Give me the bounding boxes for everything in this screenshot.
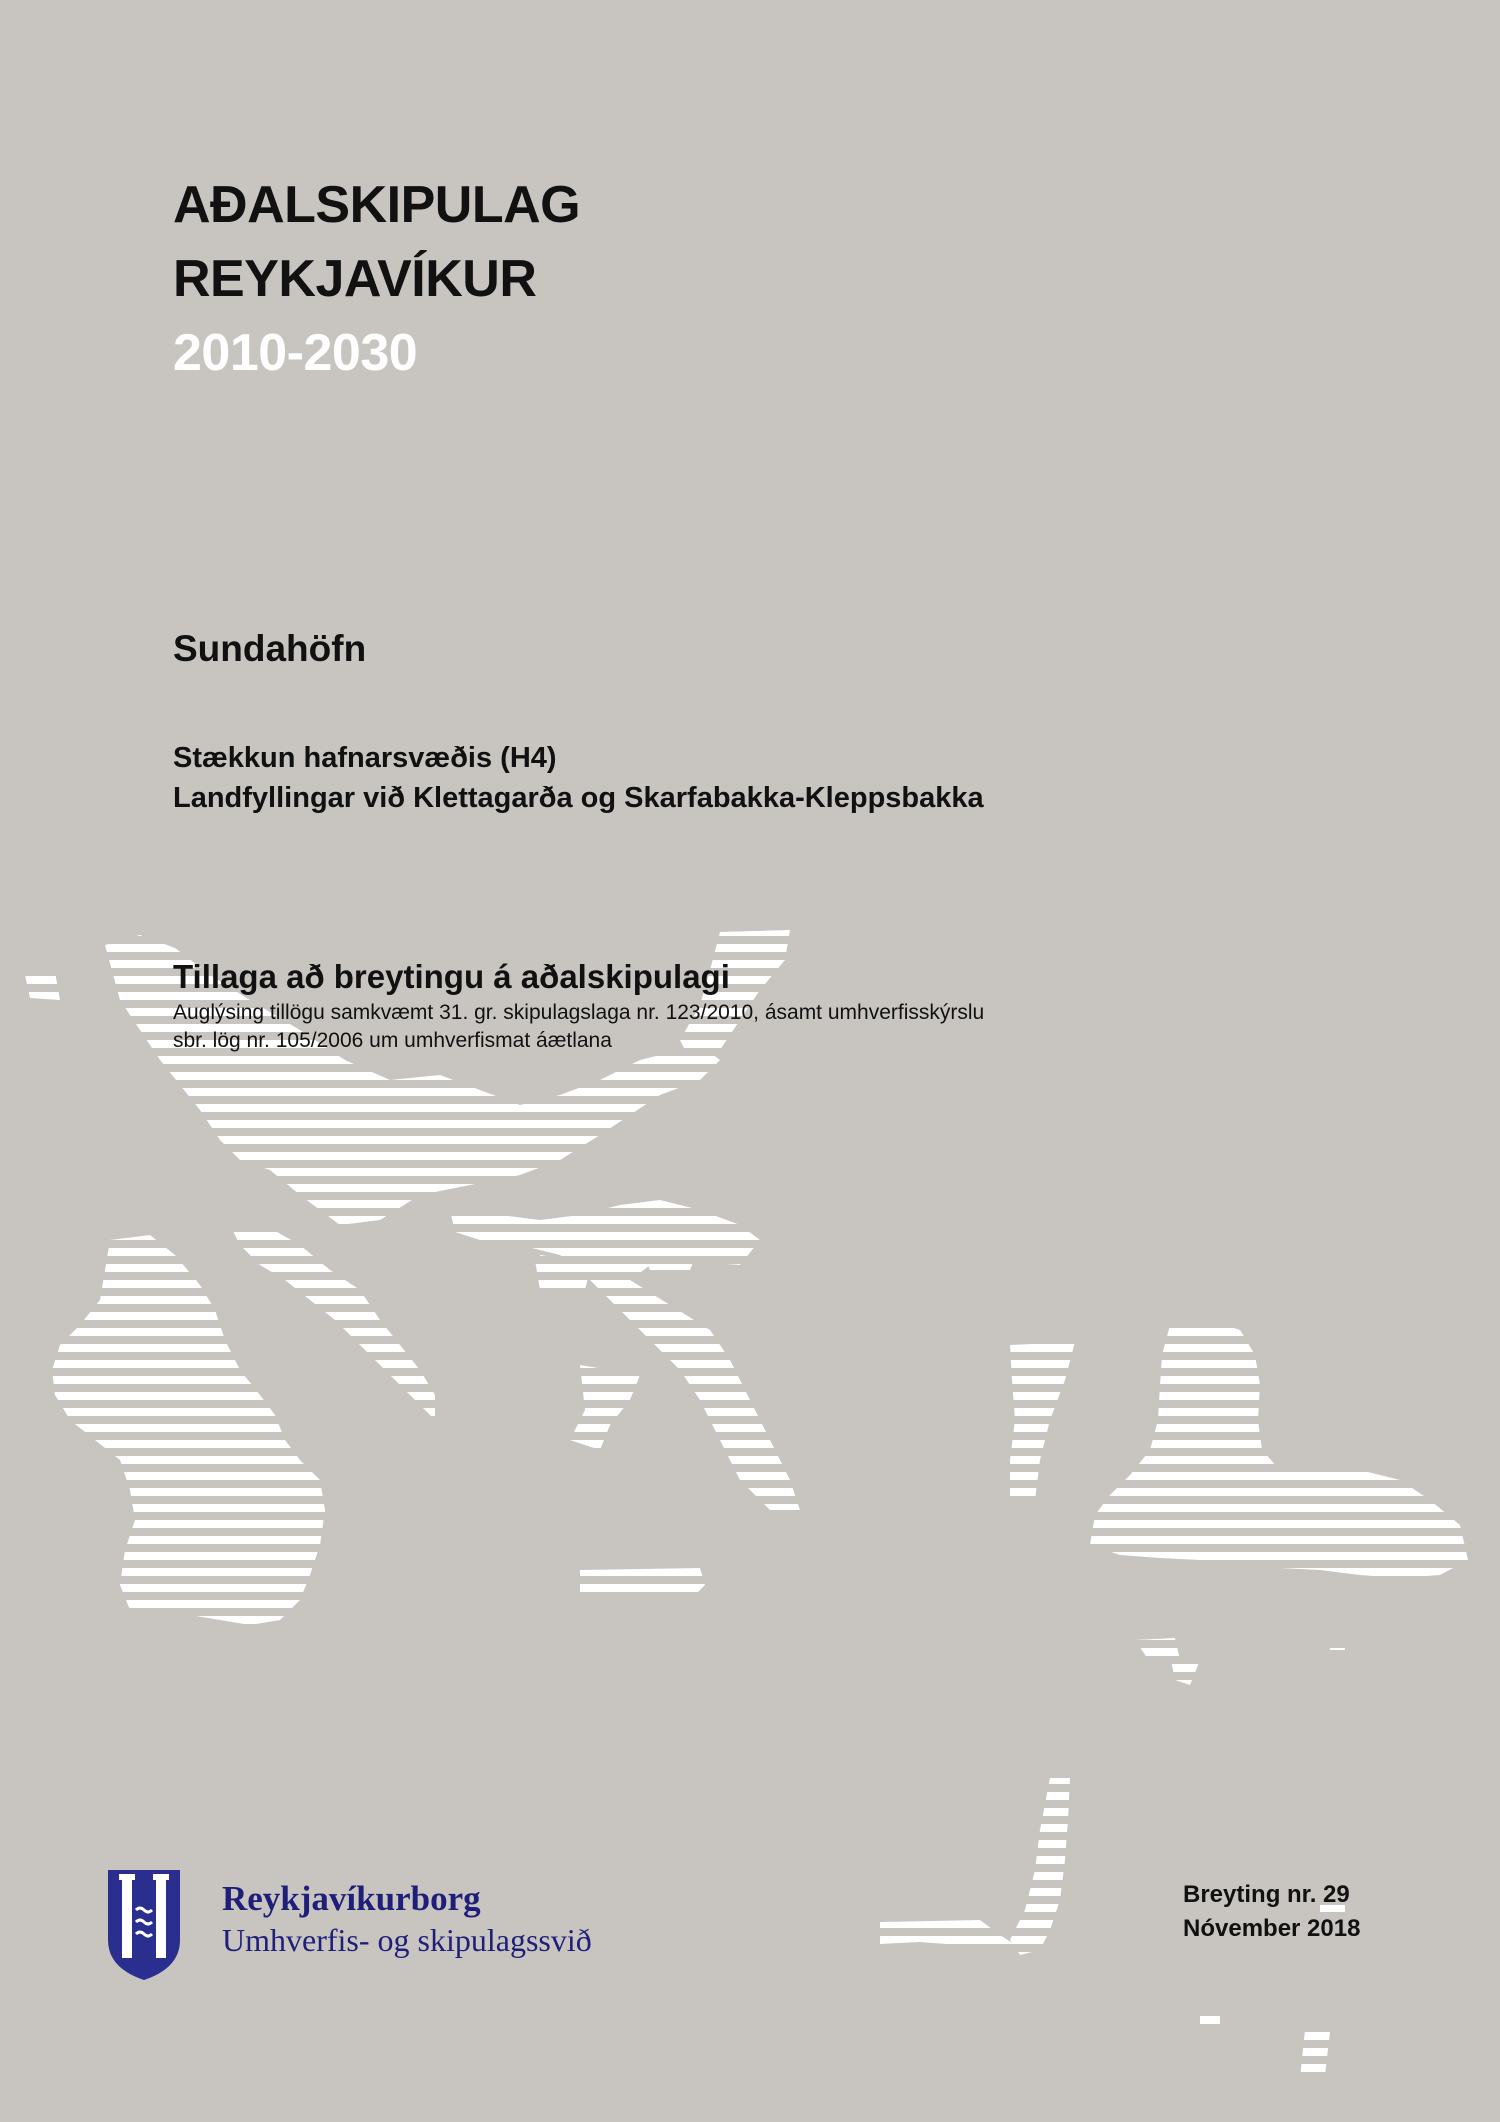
proposal-desc-line1: Auglýsing tillögu samkvæmt 31. gr. skipulagslaga nr. 123/2010, ásamt umhverfisskýrslu xyxy=(173,1001,985,1024)
plan-years: 2010-2030 xyxy=(173,324,418,382)
subtitle-line2: Landfyllingar við Klettagarða og Skarfabakka-Kleppsbakka xyxy=(173,782,984,814)
subtitles xyxy=(173,738,984,818)
plan-title xyxy=(173,168,580,390)
plan-title-line1: AÐALSKIPULAG xyxy=(173,176,581,234)
plan-title-line2: REYKJAVÍKUR xyxy=(173,250,537,308)
area-name: Sundahöfn xyxy=(173,628,367,669)
proposal-block xyxy=(173,955,984,1055)
organization-department: Umhverfis- og skipulagssvið xyxy=(222,1922,592,1958)
proposal-heading: Tillaga að breytingu á aðalskipulagi xyxy=(173,958,730,995)
organization-block xyxy=(222,1878,592,1960)
change-number: Breyting nr. 29 xyxy=(1183,1881,1350,1908)
change-info xyxy=(1183,1878,1360,1946)
proposal-desc-line2: sbr. lög nr. 105/2006 um umhverfismat áætlana xyxy=(173,1029,612,1052)
reykjavik-coat-of-arms-icon xyxy=(108,1870,180,1980)
organization-name: Reykjavíkurborg xyxy=(222,1879,481,1918)
change-date: Nóvember 2018 xyxy=(1183,1915,1361,1942)
subtitle-line1: Stækkun hafnarsvæðis (H4) xyxy=(173,742,557,774)
